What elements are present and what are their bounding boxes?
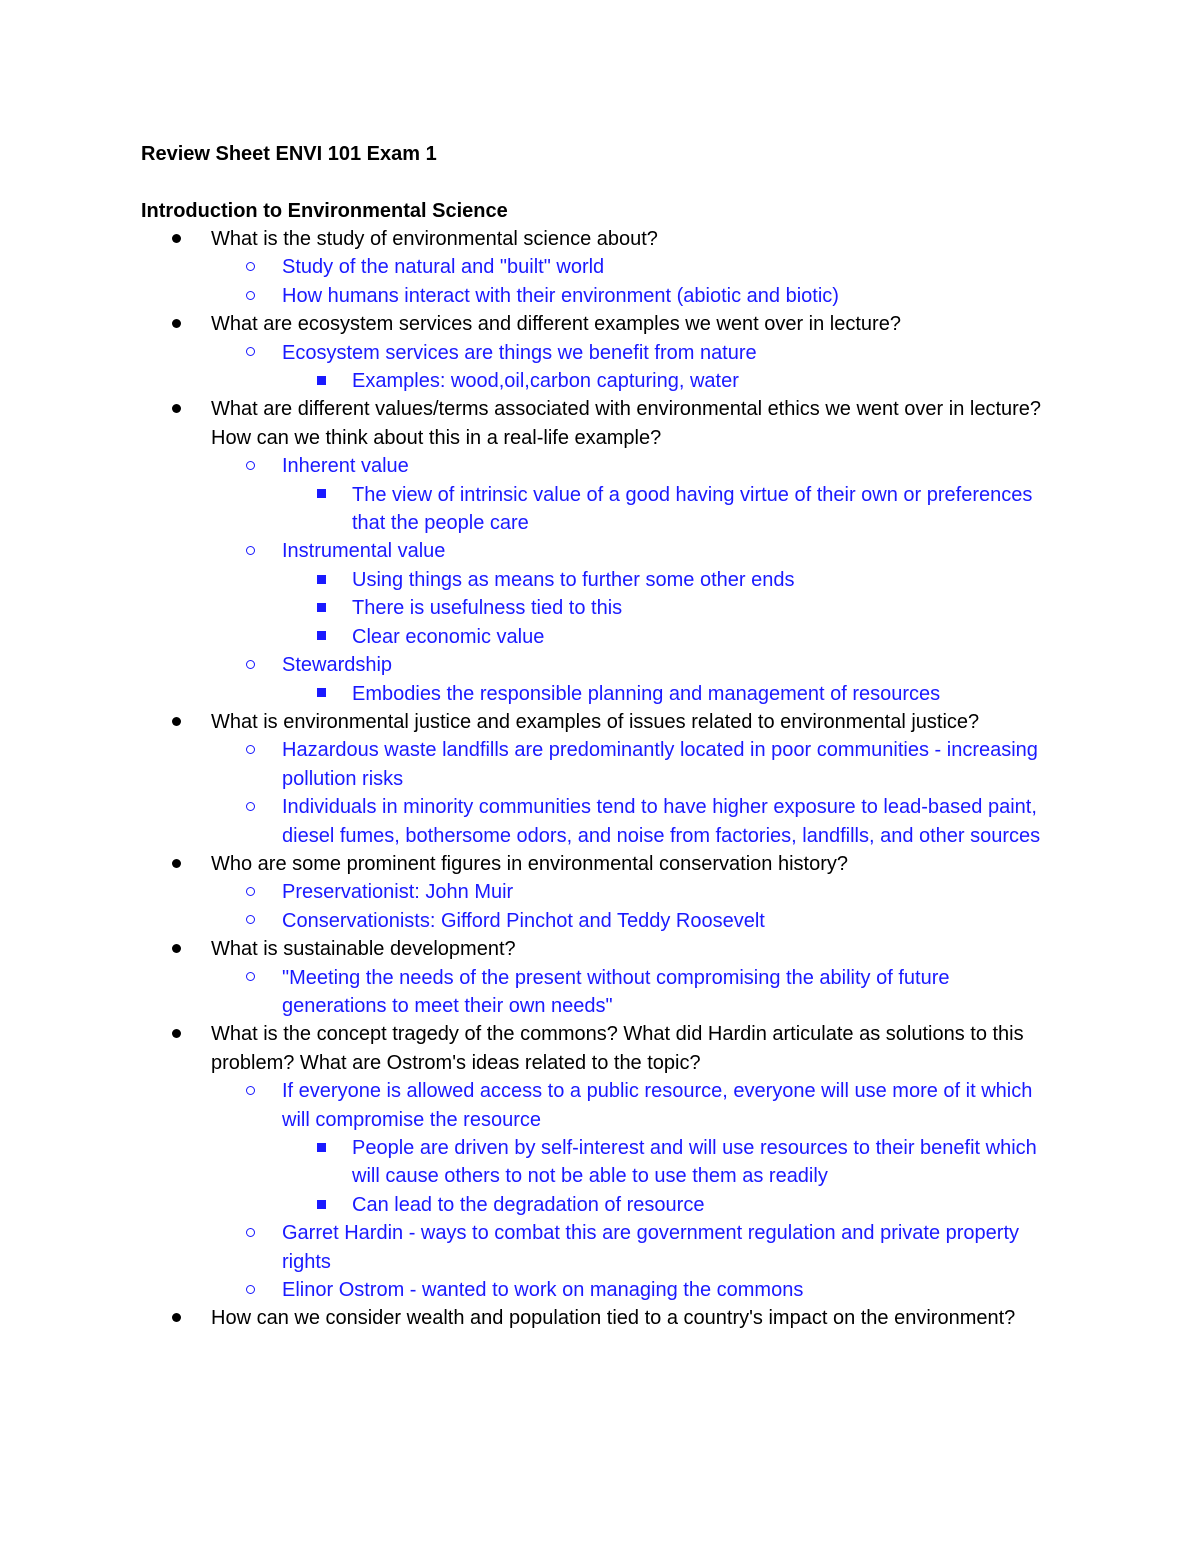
- list-item-text: Embodies the responsible planning and management of resources: [352, 682, 941, 705]
- list-item: [0, 339, 1042, 367]
- hollow-circle-bullet-icon: [246, 253, 255, 281]
- list-item: [0, 1134, 1042, 1191]
- list-item: [0, 1219, 1042, 1276]
- filled-square-bullet-icon: [317, 1134, 326, 1162]
- list-item: [0, 907, 1042, 935]
- list-item: [0, 1077, 1042, 1134]
- list-item: [0, 282, 1042, 310]
- hollow-circle-bullet-icon: [246, 339, 255, 367]
- list-item-text: Ecosystem services are things we benefit from nature: [282, 341, 757, 364]
- list-item: [0, 594, 1042, 622]
- hollow-circle-bullet-icon: [246, 1219, 255, 1247]
- list-item-text: Inherent value: [282, 455, 409, 478]
- list-item-text: Who are some prominent figures in environmental conservation history?: [211, 852, 848, 875]
- list-item-text: "Meeting the needs of the present without compromising the ability of future generations to meet their own needs": [282, 966, 950, 1017]
- filled-circle-bullet-icon: [172, 708, 181, 736]
- list-item-text: The view of intrinsic value of a good having virtue of their own or preferences that the people care: [352, 483, 1033, 535]
- list-item-text: Examples: wood,oil,carbon capturing, water: [352, 370, 739, 393]
- filled-circle-bullet-icon: [172, 935, 181, 963]
- filled-circle-bullet-icon: [172, 850, 181, 878]
- list-item-text: Garret Hardin - ways to combat this are government regulation and private property rights: [282, 1222, 1020, 1273]
- hollow-circle-bullet-icon: [246, 282, 255, 310]
- filled-square-bullet-icon: [317, 481, 326, 509]
- filled-square-bullet-icon: [317, 1191, 326, 1219]
- hollow-circle-bullet-icon: [246, 1276, 255, 1304]
- hollow-circle-bullet-icon: [246, 878, 255, 906]
- list-item: [0, 1304, 1061, 1332]
- list-item-text: If everyone is allowed access to a public resource, everyone will use more of it which will compromise the resource: [282, 1080, 1033, 1131]
- hollow-circle-bullet-icon: [246, 651, 255, 679]
- filled-circle-bullet-icon: [172, 310, 181, 338]
- list-item-text: Can lead to the degradation of resource: [352, 1193, 705, 1216]
- list-item: [0, 736, 1042, 793]
- list-item: [0, 1276, 1042, 1304]
- hollow-circle-bullet-icon: [246, 736, 255, 764]
- list-item: [0, 225, 1061, 253]
- list-item-text: Individuals in minority communities tend to have higher exposure to lead-based paint, diesel fumes, bothersome odors, and noise from factories, landfills, and other sources: [282, 796, 1041, 847]
- filled-square-bullet-icon: [317, 680, 326, 708]
- list-item-text: What is sustainable development?: [211, 938, 516, 961]
- list-item-text: Clear economic value: [352, 625, 545, 648]
- list-item: [0, 395, 1061, 452]
- filled-square-bullet-icon: [317, 623, 326, 651]
- hollow-circle-bullet-icon: [246, 452, 255, 480]
- list-item-text: What are different values/terms associated with environmental ethics we went over in lecture? How can we think about this in a real-life example?: [211, 398, 1042, 449]
- list-item-text: Conservationists: Gifford Pinchot and Teddy Roosevelt: [282, 909, 765, 932]
- list-item: [0, 566, 1042, 594]
- list-item-text: Instrumental value: [282, 540, 446, 563]
- list-item-text: What is environmental justice and examples of issues related to environmental justice?: [211, 710, 980, 733]
- outline-list: [0, 225, 1200, 1333]
- list-item: [0, 310, 1061, 338]
- list-item: [0, 878, 1042, 906]
- list-item: [0, 1020, 1061, 1077]
- list-item: [0, 850, 1061, 878]
- filled-circle-bullet-icon: [172, 1304, 181, 1332]
- list-item: [0, 708, 1061, 736]
- list-item-text: People are driven by self-interest and will use resources to their benefit which will cause others to not be able to use them as readily: [352, 1137, 1037, 1188]
- list-item-text: What is the concept tragedy of the commons? What did Hardin articulate as solutions to this problem? What are Ostrom's ideas related to the topic?: [211, 1023, 1024, 1074]
- section-heading: Introduction to Environmental Science: [141, 200, 508, 222]
- hollow-circle-bullet-icon: [246, 1077, 255, 1105]
- list-item: [0, 935, 1061, 963]
- list-item-text: How can we consider wealth and population tied to a country's impact on the environment?: [211, 1307, 1016, 1330]
- hollow-circle-bullet-icon: [246, 537, 255, 565]
- filled-square-bullet-icon: [317, 367, 326, 395]
- list-item-text: What is the study of environmental science about?: [211, 228, 658, 250]
- filled-circle-bullet-icon: [172, 395, 181, 423]
- list-item: [0, 1191, 1042, 1219]
- filled-circle-bullet-icon: [172, 1020, 181, 1048]
- document-title: Review Sheet ENVI 101 Exam 1: [141, 143, 437, 165]
- list-item-text: Hazardous waste landfills are predominantly located in poor communities - increasing pollution risks: [282, 739, 1038, 790]
- list-item: [0, 452, 1042, 480]
- list-item-text: Using things as means to further some other ends: [352, 568, 795, 591]
- list-item: [0, 964, 1042, 1021]
- list-item: [0, 367, 1042, 395]
- list-item: [0, 481, 1042, 538]
- list-item: [0, 623, 1042, 651]
- hollow-circle-bullet-icon: [246, 907, 255, 935]
- list-item-text: Study of the natural and "built" world: [282, 256, 605, 279]
- list-item-text: Preservationist: John Muir: [282, 881, 514, 904]
- list-item: [0, 253, 1042, 281]
- list-item: [0, 680, 1042, 708]
- filled-circle-bullet-icon: [172, 225, 181, 253]
- list-item-text: Elinor Ostrom - wanted to work on managing the commons: [282, 1279, 804, 1302]
- hollow-circle-bullet-icon: [246, 964, 255, 992]
- list-item-text: Stewardship: [282, 654, 393, 677]
- filled-square-bullet-icon: [317, 566, 326, 594]
- list-item-text: How humans interact with their environment (abiotic and biotic): [282, 284, 839, 307]
- list-item: [0, 537, 1042, 565]
- list-item: [0, 793, 1042, 850]
- list-item-text: What are ecosystem services and different examples we went over in lecture?: [211, 313, 901, 336]
- hollow-circle-bullet-icon: [246, 793, 255, 821]
- list-item: [0, 651, 1042, 679]
- filled-square-bullet-icon: [317, 594, 326, 622]
- list-item-text: There is usefulness tied to this: [352, 597, 623, 620]
